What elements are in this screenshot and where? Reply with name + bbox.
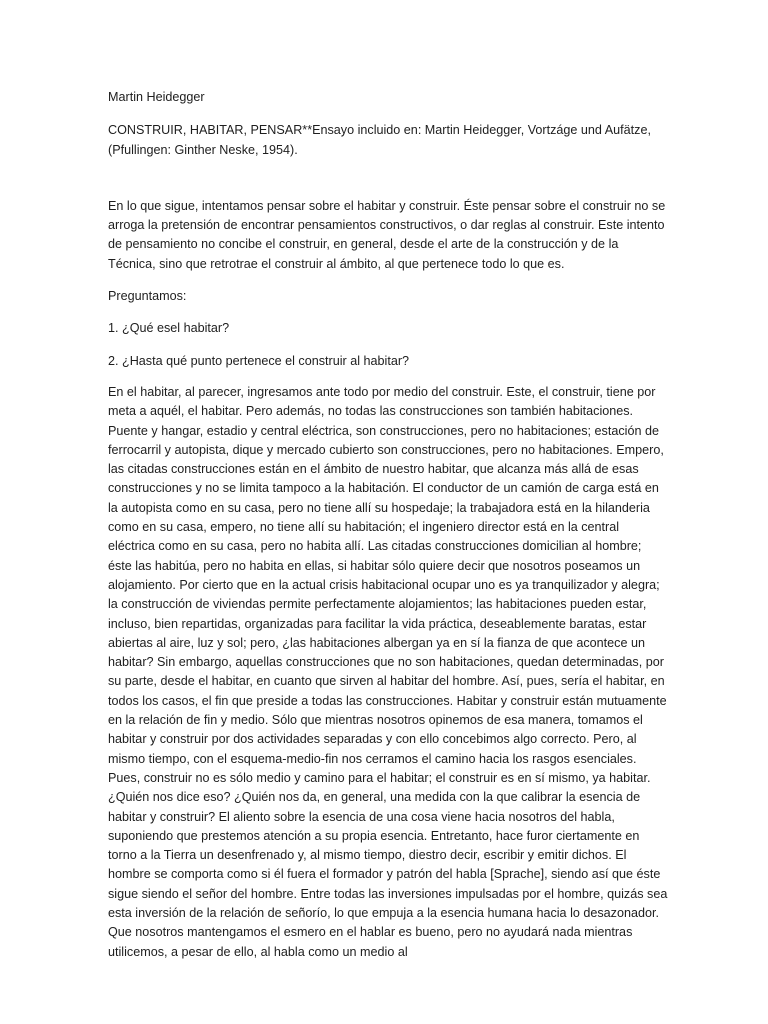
author-name: Martin Heidegger <box>108 90 205 104</box>
preguntamos-label: Preguntamos: <box>108 289 187 304</box>
question-2: 2. ¿Hasta qué punto pertenece el construir al habitar? <box>108 353 410 368</box>
body-paragraph: En el habitar, al parecer, ingresamos ante todo por medio del construir. Este, el construir, tiene por meta a aquél, el habitar. Pero además, no todas las construcciones son también habitaciones. Puente y hangar, estadio y central eléctrica, son construcciones, pero no habitaciones; estación de ferrocarril y autopista, dique y mercado cubierto son construcciones, pero no habitaciones. Empero, las citadas construcciones están en el ámbito de nuestro habitar, que alcanza más allá de esas construcciones y no se limita tampoco a la habitación. El conductor de un camión de carga está en la autopista como en su casa, pero no tiene allí su hospedaje; la trabajadora está en la hilanderia como en su casa, empero, no tiene allí su habitación; el ingeniero director está en la central eléctrica como en su casa, pero no habita allí. Las citadas construcciones domicilian al hombre; éste las habitúa, pero no habita en ellas, si habitar sólo quiere decir que nosotros poseamos un alojamiento. Por cierto que en la actual crisis habitacional ocupar uno es ya tranquilizador y alegra; la construcción de viviendas permite perfectamente alojamientos; las habitaciones pueden estar, incluso, bien repartidas, organizadas para facilitar la vida práctica, deseablemente baratas, estar abiertas al aire, luz y sol; pero, ¿las habitaciones albergan ya en sí la fianza de que acontece un habitar? Sin embargo, aquellas construcciones que no son habitaciones, quedan determinadas, por su parte, desde el habitar, en cuanto que sirven al habitar del hombre. Así, pues, sería el habitar, en todos los casos, el fin que preside a todas las construcciones. Habitar y construir están mutuamente en la relación de fin y medio. Sólo que mientras nosotros opinemos de esa manera, tomamos el habitar y construir por dos actividades separadas y con ello concebimos algo correcto. Pero, al mismo tiempo, con el esquema-medio-fin nos cerramos el camino hacia los rasgos esenciales. Pues, construir no es sólo medio y camino para el habitar; el construir es en sí mismo, ya habitar. ¿Quién nos dice eso? ¿Quién nos da, en general, una medida con la que calibrar la esencia de habitar y construir? El aliento sobre la esencia de una cosa viene hacia nosotros del habla, suponiendo que prestemos atención a su propia esencia. Entretanto, hace furor ciertamente en torno a la Tierra un desenfrenado y, al mismo tiempo, diestro decir, escribir y emitir dichos. El hombre se comporta como si él fuera el formador y patrón del habla [Sprache], siendo así que éste sigue siendo el señor del hombre. Entre todas las inversiones impulsadas por el hombre, quizás sea esta inversión de la relación de señorío, lo que empuja a la esencia humana hacia lo desazonador. Que nosotros mantengamos el esmero en el hablar es bueno, pero no ayudará nada mientras utilicemos, a pesar de ello, al habla como un medio al <box>108 384 668 959</box>
intro-paragraph: En lo que sigue, intentamos pensar sobre el habitar y construir. Éste pensar sobre el construir no se arroga la pretensión de encontrar pensamientos constructivos, o dar reglas al construir. Este intento de pensamiento no concibe el construir, en general, desde el arte de la construcción y de la Técnica, sino que retrotrae el construir al ámbito, al que pertenece todo lo que es. <box>108 198 666 271</box>
title-line: CONSTRUIR, HABITAR, PENSAR**Ensayo incluido en: Martin Heidegger, Vortzáge und Aufätze, (Pfullingen: Ginther Neske, 1954). <box>108 123 651 157</box>
question-1: 1. ¿Qué esel habitar? <box>108 321 230 336</box>
document-page <box>108 88 668 962</box>
